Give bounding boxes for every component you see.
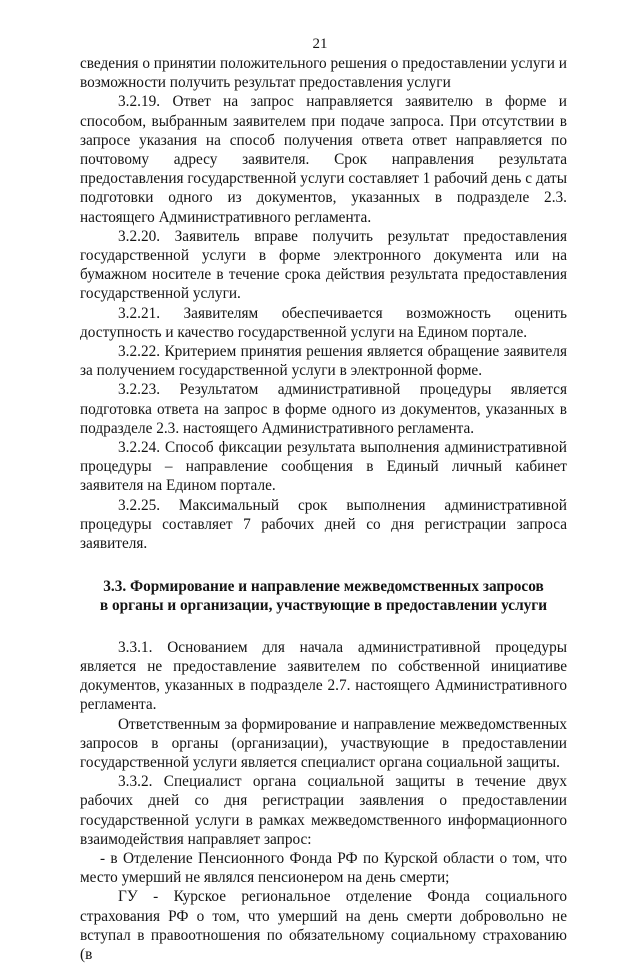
paragraph-3-2-20: 3.2.20. Заявитель вправе получить результат предоставления государственной услуги в форме электронного документа или на бумажном носителе в течение срока действия результата предоставления государственной услуги. — [80, 227, 567, 303]
section-heading-line-2: в органы и организации, участвующие в предоставлении услуги — [99, 597, 548, 615]
list-item-social-insurance: ГУ - Курское региональное отделение Фонда социального страхования РФ о том, что умерший на день смерти добровольно не вступал в правоотношения по обязательному социальному страхованию (в — [80, 888, 567, 963]
paragraph-3-2-22: 3.2.22. Критерием принятия решения является обращение заявителя за получением государственной услуги в электронной форме. — [80, 343, 567, 380]
paragraph-3-2-21: 3.2.21. Заявителям обеспечивается возможность оценить доступность и качество государственной услуги на Едином портале. — [80, 304, 567, 341]
page-number: 21 — [312, 36, 328, 52]
document-body — [80, 54, 567, 964]
section-heading-3-3 — [80, 577, 567, 615]
paragraph-3-2-19: 3.2.19. Ответ на запрос направляется заявителю в форме и способом, выбранным заявителем при подаче запроса. При отсутствии в запросе указания на способ получения ответа ответ направляется по почтовому адресу заявителя. Срок направления результата предоставления государственной услуги составляет 1 рабочий день с даты подготовки одного из документов, указанных в подразделе 2.3. настоящего Административного регламента. — [80, 93, 567, 226]
paragraph-continuation: сведения о принятии положительного решения о предоставлении услуги и возможности получить результат предоставления услуги — [80, 55, 567, 92]
paragraph-responsible: Ответственным за формирование и направление межведомственных запросов в органы (организации), участвующие в предоставлении государственной услуги является специалист органа социальной защиты. — [80, 715, 567, 771]
paragraph-3-2-24: 3.2.24. Способ фиксации результата выполнения административной процедуры – направление сообщения в Единый личный кабинет заявителя на Едином портале. — [80, 439, 567, 495]
paragraph-3-3-1: 3.3.1. Основанием для начала административной процедуры является не предоставление заявителем по собственной инициативе документов, указанных в подразделе 2.7. настоящего Административного регламента. — [80, 638, 567, 714]
section-heading-line-1: 3.3. Формирование и направление межведомственных запросов — [103, 578, 544, 596]
paragraph-3-2-23: 3.2.23. Результатом административной процедуры является подготовка ответа на запрос в форме одного из документов, указанных в подразделе 2.3. настоящего Административного регламента. — [80, 381, 567, 437]
list-item-pension-fund: - в Отделение Пенсионного Фонда РФ по Курской области о том, что место умерший не являлся пенсионером на день смерти; — [80, 849, 567, 887]
paragraph-3-2-25: 3.2.25. Максимальный срок выполнения административной процедуры составляет 7 рабочих дней со дня регистрации запроса заявителя. — [80, 496, 567, 553]
paragraph-3-3-2: 3.3.2. Специалист органа социальной защиты в течение двух рабочих дней со дня регистрации заявления о предоставлении государственной услуги в рамках межведомственного информационного взаимодействия направляет запрос: — [80, 773, 567, 848]
